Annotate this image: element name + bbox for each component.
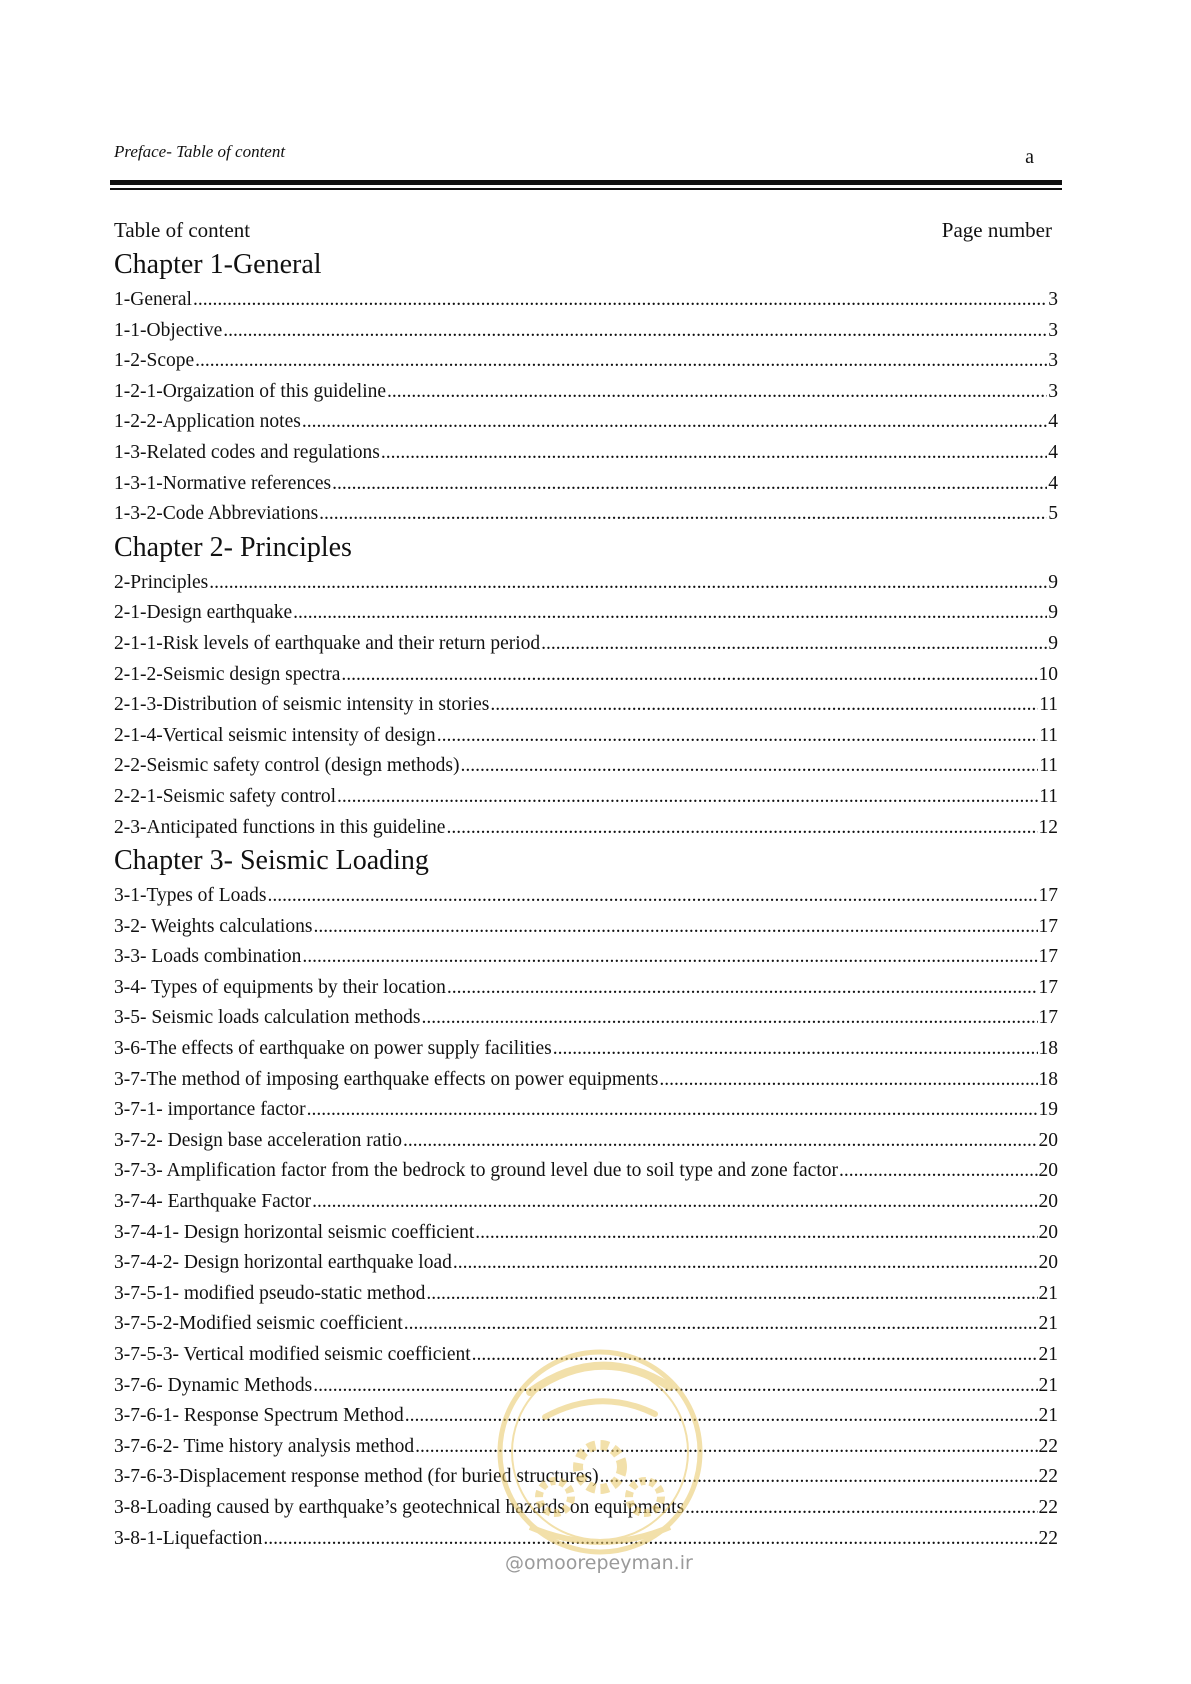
toc-entry-label: 3-8-Loading caused by earthquake’s geotechnical hazards on equipments <box>114 1496 685 1518</box>
toc-entry-page: 17 <box>1038 976 1058 998</box>
toc-entry-page: 3 <box>1048 350 1058 372</box>
toc-dot-leader <box>839 1157 1038 1185</box>
toc-entry-page: 20 <box>1038 1252 1058 1274</box>
toc-dot-leader <box>461 752 1039 780</box>
toc-entry-label: 2-3-Anticipated functions in this guideline <box>114 816 446 838</box>
toc-entry-page: 22 <box>1038 1496 1058 1518</box>
toc-entry-page: 21 <box>1038 1405 1058 1427</box>
toc-entry-label: 3-7-4- Earthquake Factor <box>114 1191 312 1213</box>
toc-entry <box>114 752 1058 783</box>
toc-entry-label: 3-7-1- importance factor <box>114 1099 306 1121</box>
toc-dot-leader <box>437 722 1039 750</box>
toc-entry <box>114 1035 1058 1066</box>
toc-dot-leader <box>332 470 1047 498</box>
toc-entry-page: 11 <box>1039 785 1058 807</box>
toc-entry-label: 3-7-3- Amplification factor from the bedrock to ground level due to soil type and zone factor <box>114 1160 838 1182</box>
toc-page-number-heading: Page number <box>941 218 1052 242</box>
toc-entry <box>114 347 1058 378</box>
toc-entry-page: 11 <box>1039 724 1058 746</box>
toc-entry <box>114 1157 1058 1188</box>
toc-entry <box>114 1127 1058 1158</box>
toc-entry-page: 5 <box>1048 503 1058 525</box>
toc-entry <box>114 1249 1058 1280</box>
toc-entry-label: 2-2-Seismic safety control (design methods) <box>114 755 460 777</box>
toc-entry-page: 22 <box>1038 1435 1058 1457</box>
toc-entry-label: 3-7-4-2- Design horizontal earthquake load <box>114 1252 452 1274</box>
toc-entry-page: 21 <box>1038 1282 1058 1304</box>
toc-entry <box>114 1066 1058 1097</box>
toc-entry-label: 3-6-The effects of earthquake on power supply facilities <box>114 1038 552 1060</box>
toc-entry-page: 3 <box>1048 319 1058 341</box>
toc-dot-leader <box>267 882 1037 910</box>
toc-entry-label: 3-2- Weights calculations <box>114 915 313 937</box>
toc-entry-label: 1-1-Objective <box>114 319 223 341</box>
toc-entry <box>114 783 1058 814</box>
toc-entry-page: 21 <box>1038 1374 1058 1396</box>
toc-entry-label: 1-3-Related codes and regulations <box>114 441 380 463</box>
toc-entry <box>114 470 1058 501</box>
toc-entry <box>114 1004 1058 1035</box>
toc-entry-page: 20 <box>1038 1129 1058 1151</box>
toc-entry-page: 4 <box>1048 441 1058 463</box>
toc-dot-leader <box>446 814 1037 842</box>
header-page-number: a <box>1025 146 1034 168</box>
toc-entry <box>114 1219 1058 1250</box>
toc-entry-page: 11 <box>1039 755 1058 777</box>
toc-entry-page: 4 <box>1048 411 1058 433</box>
toc-entry-page: 17 <box>1038 885 1058 907</box>
toc-entry-label: 2-2-1-Seismic safety control <box>114 785 337 807</box>
toc-dot-leader <box>403 1127 1037 1155</box>
header-rule-thick <box>110 180 1062 185</box>
toc-dot-leader <box>302 408 1047 436</box>
toc-entry-page: 3 <box>1048 289 1058 310</box>
toc-entry-label: 3-4- Types of equipments by their location <box>114 976 446 998</box>
toc-dot-leader <box>490 691 1038 719</box>
toc-entry-page: 4 <box>1048 472 1058 494</box>
toc-entry <box>114 882 1058 913</box>
toc-heading: Table of content <box>114 218 251 242</box>
toc-dot-leader <box>312 1188 1037 1216</box>
toc-entry <box>114 599 1058 630</box>
toc-entry-page: 20 <box>1038 1191 1058 1213</box>
toc-entry <box>114 378 1058 409</box>
toc-entry-label: 3-7-6-3-Displacement response method (for buried structures) <box>114 1466 599 1488</box>
chapter-title: Chapter 3- Seismic Loading <box>114 845 429 877</box>
toc-entry-label: 1-General <box>114 289 192 310</box>
toc-dot-leader <box>193 286 1047 314</box>
toc-entry-page: 9 <box>1048 571 1058 593</box>
toc-entry-label: 2-1-1-Risk levels of earthquake and their return period <box>114 632 541 654</box>
toc-entry-label: 3-7-5-2-Modified seismic coefficient <box>114 1313 403 1335</box>
toc-dot-leader <box>387 378 1047 406</box>
toc-entry-page: 21 <box>1038 1313 1058 1335</box>
toc-dot-leader <box>293 599 1047 627</box>
toc-entry-label: 3-7-The method of imposing earthquake effects on power equipments <box>114 1068 659 1090</box>
toc-entry <box>114 974 1058 1005</box>
toc-entry-page: 19 <box>1038 1099 1058 1121</box>
toc-entry <box>114 439 1058 470</box>
toc-dot-leader <box>447 974 1038 1002</box>
toc-entry-label: 1-2-2-Application notes <box>114 411 301 433</box>
toc-entry-page: 17 <box>1038 946 1058 968</box>
toc-dot-leader <box>341 661 1037 689</box>
watermark-logo-icon <box>490 1332 710 1572</box>
toc-entry-page: 11 <box>1039 694 1058 716</box>
toc-entry-page: 9 <box>1048 602 1058 624</box>
toc-entry-label: 1-3-2-Code Abbreviations <box>114 503 319 525</box>
toc-entry-page: 18 <box>1038 1068 1058 1090</box>
page-header <box>114 142 1034 166</box>
toc-entry <box>114 661 1058 692</box>
toc-entry-label: 2-1-Design earthquake <box>114 602 293 624</box>
toc-entry-label: 2-1-3-Distribution of seismic intensity in stories <box>114 694 490 716</box>
watermark-url: @omoorepeyman.ir <box>505 1552 693 1574</box>
toc-dot-leader <box>381 439 1047 467</box>
toc-heading-row <box>114 218 1058 248</box>
toc-entry-label: 2-1-2-Seismic design spectra <box>114 663 341 685</box>
toc-entry-label: 1-3-1-Normative references <box>114 472 332 494</box>
toc-entry <box>114 722 1058 753</box>
toc-entry-label: 3-7-5-3- Vertical modified seismic coefficient <box>114 1344 471 1365</box>
toc-entry-page: 21 <box>1038 1344 1058 1365</box>
toc-dot-leader <box>223 317 1047 345</box>
toc-entry <box>114 691 1058 722</box>
toc-entry-label: 1-2-1-Orgaization of this guideline <box>114 380 387 402</box>
chapter-title: Chapter 1-General <box>114 249 322 280</box>
toc-dot-leader <box>553 1035 1038 1063</box>
toc-dot-leader <box>475 1219 1037 1247</box>
toc-dot-leader <box>685 1494 1037 1522</box>
toc-entry-page: 22 <box>1038 1466 1058 1488</box>
toc-entry <box>114 630 1058 661</box>
header-rule-thin <box>110 188 1062 190</box>
toc-entry <box>114 814 1058 845</box>
toc-dot-leader <box>307 1096 1038 1124</box>
toc-entry-label: 3-7-4-1- Design horizontal seismic coefficient <box>114 1221 475 1243</box>
toc-entry-label: 3-7-2- Design base acceleration ratio <box>114 1129 403 1151</box>
toc-entry-page: 17 <box>1038 915 1058 937</box>
toc-entry-label: 3-7-5-1- modified pseudo-static method <box>114 1282 426 1304</box>
toc-dot-leader <box>453 1249 1038 1277</box>
toc-entry-label: 3-7-6-1- Response Spectrum Method <box>114 1405 404 1427</box>
toc-entry-page: 3 <box>1048 380 1058 402</box>
toc-entry <box>114 1280 1058 1311</box>
toc-dot-leader <box>209 569 1047 597</box>
toc-entry-label: 3-7-6- Dynamic Methods <box>114 1374 313 1396</box>
toc-entry-page: 20 <box>1038 1160 1058 1182</box>
toc-entry-label: 3-5- Seismic loads calculation methods <box>114 1007 421 1029</box>
toc-entry <box>114 286 1058 317</box>
toc-dot-leader <box>195 347 1047 375</box>
toc-entry-page: 9 <box>1048 632 1058 654</box>
toc-dot-leader <box>422 1004 1038 1032</box>
toc-entry-page: 10 <box>1038 663 1058 685</box>
header-title: Preface- Table of content <box>114 142 286 161</box>
toc-entry <box>114 1188 1058 1219</box>
toc-entry <box>114 408 1058 439</box>
toc-entry-page: 20 <box>1038 1221 1058 1243</box>
toc-entry-page: 22 <box>1038 1527 1058 1549</box>
toc-entry-label: 3-3- Loads combination <box>114 946 302 968</box>
toc-dot-leader <box>426 1280 1037 1308</box>
toc-dot-leader <box>319 500 1047 528</box>
toc-entry-page: 18 <box>1038 1038 1058 1060</box>
toc-entry-label: 3-7-6-2- Time history analysis method <box>114 1435 415 1457</box>
toc-dot-leader <box>659 1066 1037 1094</box>
toc-dot-leader <box>337 783 1038 811</box>
toc-entry-label: 1-2-Scope <box>114 350 195 372</box>
toc-entry-label: 3-8-1-Liquefaction <box>114 1527 263 1549</box>
toc-entry-page: 12 <box>1038 816 1058 838</box>
toc-dot-leader <box>302 943 1037 971</box>
toc-entry <box>114 1096 1058 1127</box>
toc-entry-label: 2-Principles <box>114 571 209 593</box>
toc-dot-leader <box>313 913 1037 941</box>
toc-entry-page: 17 <box>1038 1007 1058 1029</box>
toc-entry-label: 2-1-4-Vertical seismic intensity of design <box>114 724 436 746</box>
toc-entry <box>114 943 1058 974</box>
toc-dot-leader <box>541 630 1047 658</box>
toc-entry <box>114 500 1058 531</box>
chapter-title: Chapter 2- Principles <box>114 531 352 563</box>
toc-entry-label: 3-1-Types of Loads <box>114 885 267 907</box>
toc-entry <box>114 317 1058 348</box>
toc-entry <box>114 913 1058 944</box>
toc-entry <box>114 569 1058 600</box>
